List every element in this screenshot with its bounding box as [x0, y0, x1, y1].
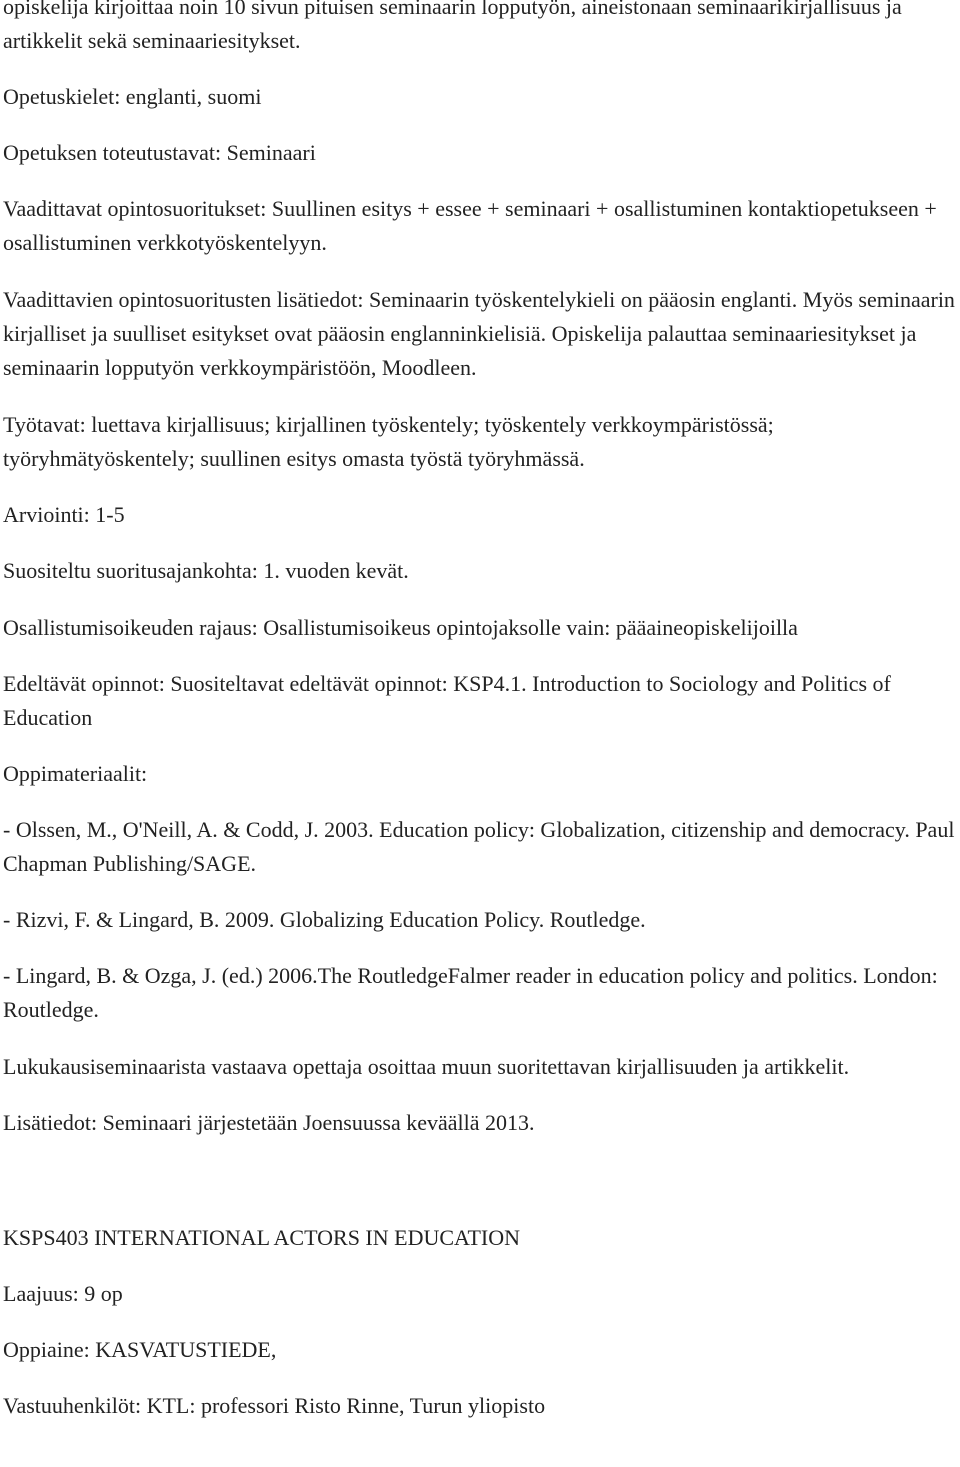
- paragraph-teaching-languages: Opetuskielet: englanti, suomi: [3, 84, 262, 109]
- document-body: [3, 0, 958, 1423]
- course-scope: Laajuus: 9 op: [3, 1281, 123, 1306]
- course-title: KSPS403 INTERNATIONAL ACTORS IN EDUCATION: [3, 1225, 521, 1250]
- paragraph-teaching-methods: Opetuksen toteutustavat: Seminaari: [3, 140, 316, 165]
- reference-olssen: - Olssen, M., O'Neill, A. & Codd, J. 2003. Education policy: Globalization, citizenship and democracy. Paul Chapman Publishing/SAGE.: [3, 817, 955, 876]
- paragraph-recommended-timing: Suositeltu suoritusajankohta: 1. vuoden kevät.: [3, 558, 409, 583]
- paragraph-required-work: Vaadittavat opintosuoritukset: Suullinen esitys + essee + seminaari + osallistuminen kontaktiopetukseen + osallistuminen verkkotyöskentelyyn.: [3, 196, 937, 255]
- reference-lingard: - Lingard, B. & Ozga, J. (ed.) 2006.The RoutledgeFalmer reader in education policy and politics. London: Routledge.: [3, 963, 938, 1022]
- course-subject: Oppiaine: KASVATUSTIEDE,: [3, 1337, 277, 1362]
- paragraph-more-info: Lisätiedot: Seminaari järjestetään Joensuussa keväällä 2013.: [3, 1110, 535, 1135]
- paragraph-additional-info: Vaadittavien opintosuoritusten lisätiedot: Seminaarin työskentelykieli on pääosin englanti. Myös seminaarin kirjalliset ja suulliset esitykset ovat pääosin englanninkielisiä. Opiskelija palauttaa seminaariesitykset ja seminaarin lopputyön verkkoympäristöön, Moodleen.: [3, 287, 955, 380]
- paragraph-prerequisites: Edeltävät opinnot: Suositeltavat edeltävät opinnot: KSP4.1. Introduction to Sociology and Politics of Education: [3, 671, 891, 730]
- paragraph-assessment: Arviointi: 1-5: [3, 502, 125, 527]
- paragraph-seminar-teacher: Lukukausiseminaarista vastaava opettaja osoittaa muun suoritettavan kirjallisuuden ja artikkelit.: [3, 1054, 850, 1079]
- course-responsible: Vastuuhenkilöt: KTL: professori Risto Rinne, Turun yliopisto: [3, 1393, 546, 1418]
- reference-rizvi: - Rizvi, F. & Lingard, B. 2009. Globalizing Education Policy. Routledge.: [3, 907, 646, 932]
- paragraph-materials-heading: Oppimateriaalit:: [3, 761, 148, 786]
- paragraph-participation-limit: Osallistumisoikeuden rajaus: Osallistumisoikeus opintojaksolle vain: pääaineopiskelijoilla: [3, 615, 798, 640]
- paragraph-seminar-essay: opiskelija kirjoittaa noin 10 sivun pituisen seminaarin lopputyön, aineistonaan seminaarikirjallisuus ja artikkelit sekä seminaariesitykset.: [3, 0, 902, 53]
- paragraph-work-methods: Työtavat: luettava kirjallisuus; kirjallinen työskentely; työskentely verkkoympäristössä; työryhmätyöskentely; suullinen esitys omasta työstä työryhmässä.: [3, 412, 774, 471]
